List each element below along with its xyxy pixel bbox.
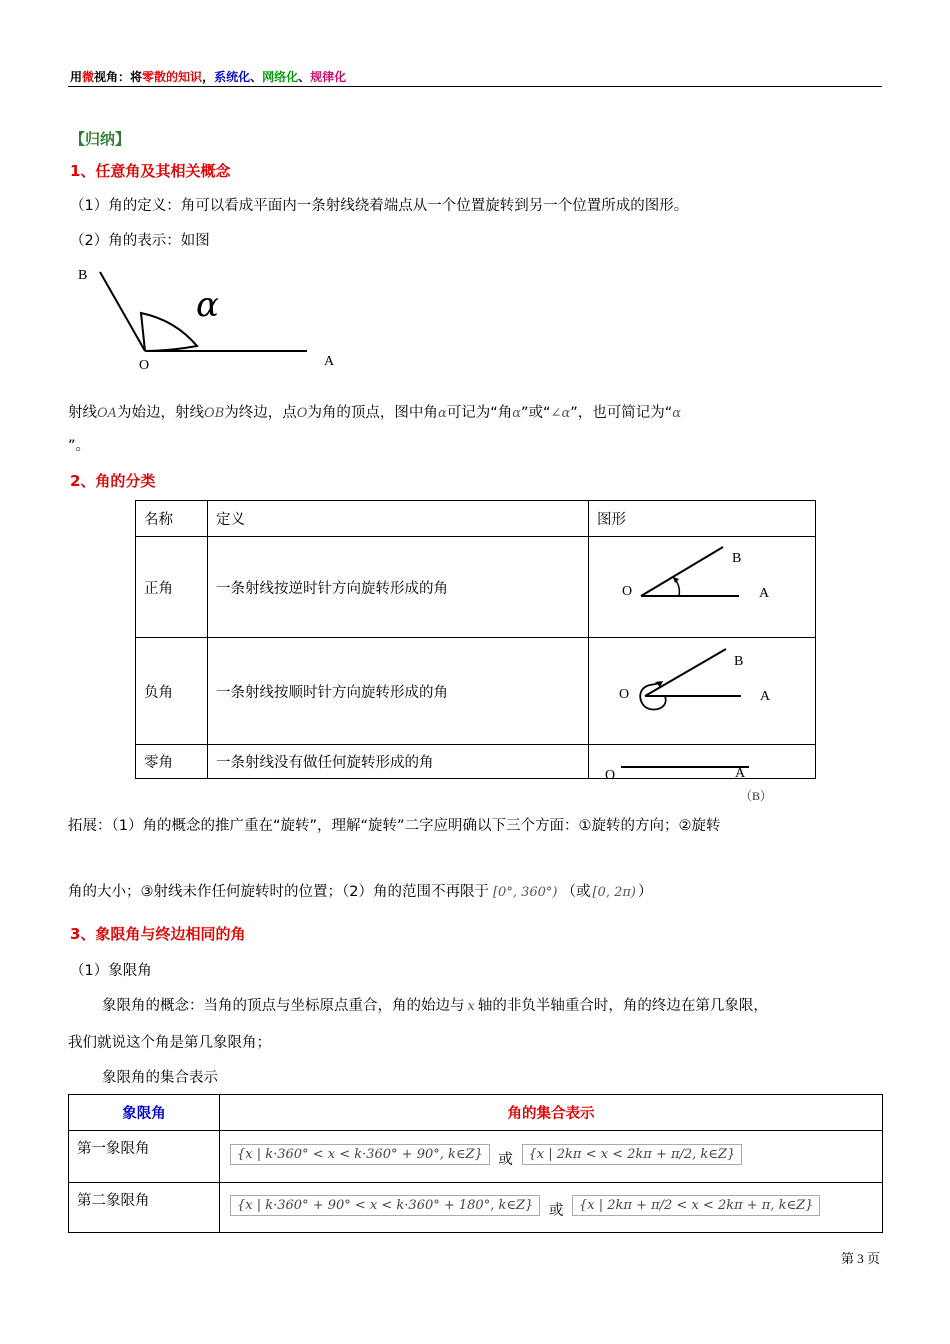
label-o: O xyxy=(139,358,150,373)
s3-p3: 象限角的集合表示 xyxy=(102,1070,218,1086)
quadrant-table xyxy=(68,1094,883,1233)
s1-p2: （2）角的表示：如图 xyxy=(70,233,210,249)
label-b: B xyxy=(732,551,742,566)
label-a: A xyxy=(760,689,771,704)
table-row xyxy=(69,1131,883,1183)
cell-set xyxy=(220,1131,883,1183)
ray-b xyxy=(641,547,723,596)
label-o: O xyxy=(619,687,630,702)
math-alpha: α xyxy=(672,406,682,421)
label-a: A xyxy=(759,586,770,601)
header-text: 、 xyxy=(250,70,263,84)
cell-name: 第一象限角 xyxy=(69,1131,220,1183)
header-text: 视角：将 xyxy=(94,70,143,84)
table-row xyxy=(136,745,816,779)
label-b: B xyxy=(78,268,88,283)
s1-p1: （1）角的定义：角可以看成平面内一条射线绕着端点从一个位置旋转到另一个位置所成的图形。 xyxy=(70,198,689,214)
cell-def: 一条射线按逆时针方向旋转形成的角 xyxy=(208,537,589,638)
th-fig: 图形 xyxy=(589,501,816,537)
angle-class-table xyxy=(135,500,816,779)
cell-fig xyxy=(589,638,816,745)
math-angle-alpha: ∠α xyxy=(550,406,571,421)
s2-ext-2 xyxy=(68,880,652,901)
s1-title: 1、任意角及其相关概念 xyxy=(70,162,231,180)
th-quadrant: 象限角 xyxy=(69,1095,220,1131)
alpha-symbol: α xyxy=(196,285,219,325)
cell-name: 零角 xyxy=(136,745,208,779)
set-radians: {x | 2kπ < x < 2kπ + π/2, k∈Z} xyxy=(522,1144,743,1165)
cell-fig xyxy=(589,745,816,779)
set-degrees: {x | k·360° + 90° < x < k·360° + 180°, k∈Z} xyxy=(230,1195,540,1216)
s3-sub: （1）象限角 xyxy=(70,963,152,979)
p-text: 轴的非负半轴重合时，角的终边在第几象限， xyxy=(477,998,768,1014)
desc-text: 为角的顶点，图中角 xyxy=(307,405,438,421)
label-o: O xyxy=(622,584,633,599)
section-title: 【归纳】 xyxy=(70,130,131,148)
ext-text: 角的大小；③射线未作任何旋转时的位置；（2）角的范围不再限于 xyxy=(68,884,489,900)
zero-label-b: （B） xyxy=(740,789,773,803)
th-def: 定义 xyxy=(208,501,589,537)
desc-text: 为始边，射线 xyxy=(117,405,205,421)
header-text: ， xyxy=(202,70,215,84)
or-text: 或 xyxy=(498,1152,513,1168)
desc-text: ”，也可简记为“ xyxy=(570,405,673,421)
or-text: 或 xyxy=(548,1203,564,1219)
s3-title: 3、象限角与终边相同的角 xyxy=(70,925,246,943)
table-row xyxy=(69,1183,883,1233)
header-text: 微 xyxy=(82,70,95,84)
ext-text: ） xyxy=(637,884,653,900)
cell-name: 第二象限角 xyxy=(69,1183,220,1233)
s2-title: 2、角的分类 xyxy=(70,472,156,490)
cell-fig xyxy=(589,537,816,638)
table-row xyxy=(136,537,816,638)
th-set: 角的集合表示 xyxy=(220,1095,883,1131)
cell-def: 一条射线按顺时针方向旋转形成的角 xyxy=(208,638,589,745)
arrow-head-icon xyxy=(673,577,679,583)
cell-name: 正角 xyxy=(136,537,208,638)
table-row xyxy=(136,638,816,745)
angle-figure xyxy=(70,262,350,377)
set-degrees: {x | k·360° < x < k·360° + 90°, k∈Z} xyxy=(230,1144,490,1165)
header-text: 零散的知识 xyxy=(142,70,203,84)
header-text: 用 xyxy=(70,70,83,84)
header-text: 、 xyxy=(298,70,311,84)
math-oa: OA xyxy=(97,406,118,421)
header-rule xyxy=(68,86,882,87)
math-alpha: α xyxy=(512,406,522,421)
range-degrees: [0°, 360°) xyxy=(492,885,558,900)
header-text: 规律化 xyxy=(310,70,347,84)
table-header-row xyxy=(69,1095,883,1131)
math-x: x xyxy=(467,999,475,1014)
s1-desc xyxy=(68,401,681,422)
s3-p1 xyxy=(102,994,768,1015)
zero-label-o: O xyxy=(605,768,616,783)
range-radians: [0, 2π) xyxy=(592,885,636,900)
table-header-row xyxy=(136,501,816,537)
math-o: O xyxy=(296,406,308,421)
label-a: A xyxy=(324,354,335,369)
desc-text: 为终边，点 xyxy=(224,405,297,421)
th-name: 名称 xyxy=(136,501,208,537)
s2-ext-1: 拓展：（1）角的概念的推广重在“旋转”，理解“旋转”二字应明确以下三个方面：①旋转的方向；②旋转 xyxy=(68,818,721,834)
label-b: B xyxy=(734,654,744,669)
positive-angle-figure xyxy=(589,537,815,633)
angle-arc xyxy=(141,313,197,351)
header-text: 网络化 xyxy=(262,70,299,84)
ray-ob xyxy=(100,272,145,351)
cell-set xyxy=(220,1183,883,1233)
ray-b xyxy=(645,649,726,696)
cell-def: 一条射线没有做任何旋转形成的角 xyxy=(208,745,589,779)
set-radians: {x | 2kπ + π/2 < x < 2kπ + π, k∈Z} xyxy=(572,1195,820,1216)
zero-angle-figure xyxy=(589,746,815,778)
header-text: 系统化 xyxy=(214,70,251,84)
math-ob: OB xyxy=(204,406,225,421)
math-alpha: α xyxy=(437,406,447,421)
page-header xyxy=(70,68,346,85)
ext-text: （或 xyxy=(561,884,591,900)
p-text: 象限角的概念：当角的顶点与坐标原点重合，角的始边与 xyxy=(102,998,465,1014)
cell-name: 负角 xyxy=(136,638,208,745)
zero-label-a: A xyxy=(735,766,746,781)
negative-angle-figure xyxy=(589,638,815,740)
desc-text: 可记为“角 xyxy=(446,405,513,421)
desc-text: 射线 xyxy=(68,405,97,421)
desc-text: ”或“ xyxy=(521,405,551,421)
s3-p2: 我们就说这个角是第几象限角； xyxy=(68,1035,271,1051)
page-number: 第 3 页 xyxy=(840,1251,880,1266)
s1-desc-end: ”。 xyxy=(68,438,91,454)
